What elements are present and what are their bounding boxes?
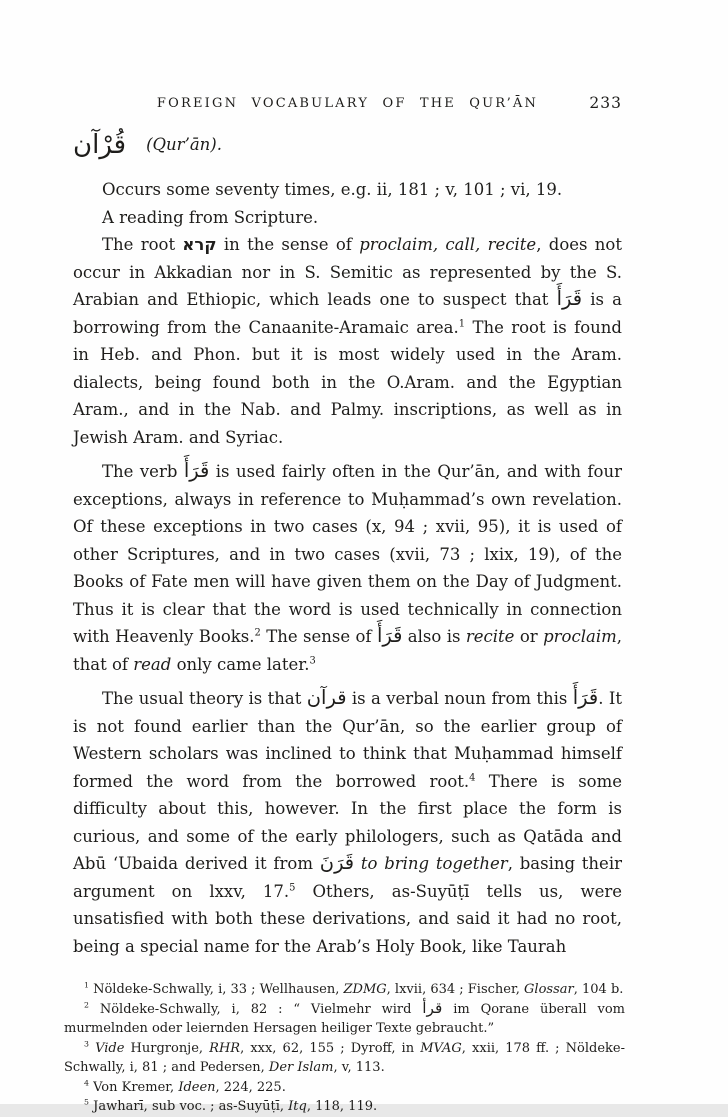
page-body: [64, 124, 626, 1117]
text-run: , does not occur in Akkadian nor in S. Semitic as represented by the S. Arabian and Ethiopic, which leads one to suspect that: [73, 235, 622, 309]
text-run: proclaim: [543, 627, 617, 646]
footnotes-block: [64, 980, 625, 1117]
text-run: is a borrowing from the Canaanite-Aramaic area.: [73, 290, 622, 337]
headword-transliteration: (Qur’ān).: [146, 135, 222, 155]
footnote-4: [64, 1078, 625, 1098]
text-run: Occurs some seventy times, e.g. ii, 181 ; v, 101 ; vi, 19.: [102, 180, 563, 199]
text-run: Ideen: [178, 1079, 216, 1095]
arabic-qarana: قَرَنَ: [319, 851, 355, 874]
text-run: The sense of: [260, 627, 377, 646]
text-run: Der Islam: [268, 1060, 334, 1075]
text-run: also is: [402, 627, 466, 646]
arabic-verb: قَرَأَ: [556, 287, 583, 310]
text-run: only came later.: [171, 654, 310, 674]
text-run: The verb: [102, 462, 184, 481]
page-title: FOREIGN VOCABULARY OF THE QUR’ĀN: [156, 96, 539, 111]
arabic-verb: قرأ: [422, 998, 443, 1017]
paragraph-root-discussion: [73, 231, 622, 451]
footnote-1: [64, 980, 625, 1000]
footnote-ref-5: 5: [289, 882, 296, 893]
text-run: , xxii, 178 ff. ; Nöldeke-Schwally, i, 81 ; and Pedersen,: [64, 1040, 626, 1075]
text-run: The usual theory is that: [102, 689, 307, 708]
text-run: read: [133, 654, 172, 674]
text-run: , that of: [73, 627, 622, 674]
text-run: RHR: [209, 1040, 241, 1056]
text-run: A reading from Scripture.: [102, 207, 319, 227]
text-run: Nöldeke-Schwally, i, 33 ; Wellhausen,: [88, 982, 344, 997]
footnote-ref-1: 1: [458, 318, 466, 329]
text-run: to bring together: [360, 854, 508, 873]
text-run: Von Kremer,: [88, 1079, 179, 1095]
arabic-verb: قَرَأَ: [376, 624, 403, 647]
footnote-marker-2: 2: [84, 1000, 89, 1010]
text-run: MVAG: [420, 1040, 462, 1056]
text-run: is a verbal noun from this: [346, 689, 573, 708]
text-run: [354, 854, 361, 873]
entry-headword: [73, 124, 622, 166]
text-run: , 104 b.: [573, 982, 624, 997]
text-run: The root is found in Heb. and Phon. but it is most widely used in the Aram. dialects, being found both in the O.Aram. and the Egyptian Aram., and in the Nab. and Palmy. inscriptions, as well as in Jewish Aram. and Syriac.: [73, 317, 622, 447]
page-number: 233: [589, 94, 622, 112]
paragraph-meaning: [73, 204, 622, 232]
text-run: im Qorane überall vom murmelnden oder leiernden Hersagen heiliger Texte gebraucht.”: [64, 1001, 625, 1036]
footnote-marker-4: 4: [84, 1078, 89, 1088]
text-run: , 118, 119.: [306, 1099, 378, 1114]
paragraph-etymology-theory: [73, 685, 622, 960]
text-run: is used fairly often in the Qur’ān, and with four exceptions, always in reference to Muḥammad’s own revelation. Of these exceptions in two cases (x, 94 ; xvii, 95), it is used of other Scriptures, and in two cases (xvii, 73 ; lxix, 19), of the Books of Fate men will have given them on the Day of Judgment. Thus it is clear that the word is used technically in connection with Heavenly Books.: [73, 462, 622, 646]
text-run: Itq: [288, 1099, 307, 1114]
text-run: proclaim, call, recite: [359, 235, 537, 254]
text-run: , xxx, 62, 155 ; Dyroff, in: [240, 1040, 421, 1056]
hebrew-root: קרא: [182, 235, 217, 254]
footnote-marker-1: 1: [84, 980, 89, 990]
text-run: Jawharī, sub voc. ; as-Suyūṭī,: [88, 1099, 289, 1114]
paragraph-verb-usage: [73, 458, 622, 678]
running-header: [73, 96, 622, 111]
text-run: , 224, 225.: [215, 1079, 286, 1095]
text-run: in the sense of: [216, 235, 360, 254]
text-run: Glossar: [524, 982, 574, 997]
arabic-headword: قُرْآن: [73, 130, 127, 160]
text-run: or: [514, 627, 544, 646]
text-run: Vide: [95, 1040, 125, 1056]
footnote-marker-5: 5: [84, 1097, 89, 1107]
footnote-ref-3: 3: [309, 655, 316, 666]
arabic-quran: قرآن: [306, 686, 347, 709]
footnote-3: [64, 1039, 625, 1078]
text-run: . It is not found earlier than the Qur’ān, so the earlier group of Western scholars was inclined to think that Muḥammad himself formed the word from the borrowed root.: [73, 689, 622, 791]
text-run: , v, 113.: [333, 1060, 385, 1075]
text-run: Hurgronje,: [124, 1040, 210, 1056]
arabic-verb: قَرَأَ: [183, 459, 210, 482]
footnote-5: [64, 1097, 625, 1117]
text-run: Others, as-Suyūṭī tells us, were unsatisfied with both these derivations, and said it had no root, being a special name for the Arab’s Holy Book, like Taurah: [73, 881, 622, 956]
footnote-ref-4: 4: [469, 772, 476, 783]
footnote-marker-3: 3: [84, 1039, 89, 1049]
text-run: recite: [465, 627, 515, 646]
footnote-2: [64, 1000, 625, 1039]
footnote-ref-2: 2: [254, 627, 261, 639]
text-run: The root: [102, 235, 183, 254]
text-run: There is some difficulty about this, however. In the first place the form is curious, and some of the early philologers, such as Qatāda and Abū ‘Ubaida derived it from: [73, 771, 623, 873]
paragraph-occurrences: [73, 176, 622, 204]
text-run: ZDMG: [343, 982, 387, 997]
text-run: , lxvii, 634 ; Fischer,: [386, 982, 525, 997]
text-run: , basing their argument on lxxv, 17.: [73, 854, 622, 901]
arabic-verb: قَرَأَ: [572, 686, 599, 709]
text-run: Nöldeke-Schwally, i, 82 : “ Vielmehr wird: [88, 1001, 423, 1017]
